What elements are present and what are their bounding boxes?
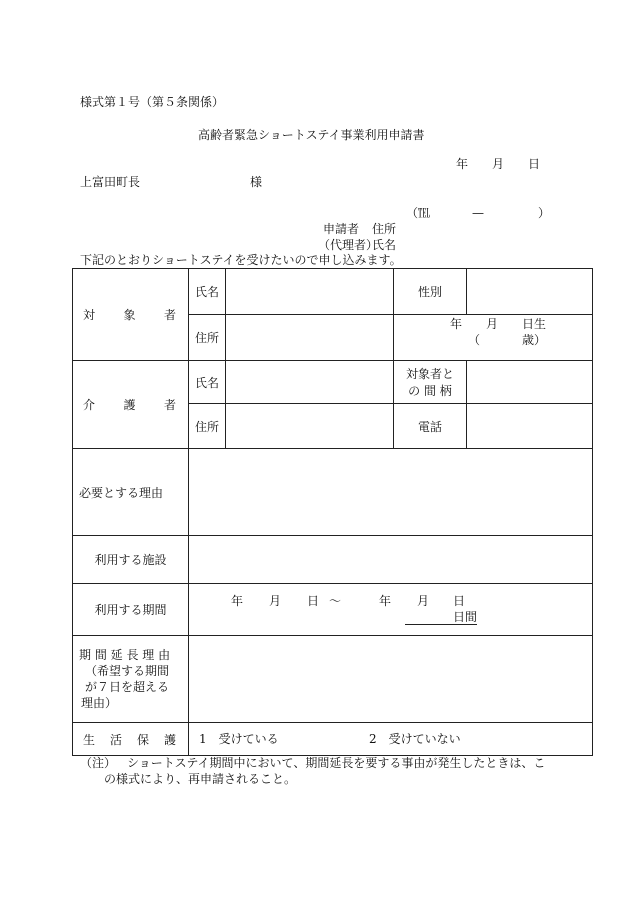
phone-field[interactable]	[467, 404, 593, 449]
subject-address-field[interactable]	[226, 315, 394, 361]
birth-year-label: 年	[450, 317, 463, 331]
reason-row	[73, 449, 593, 536]
caregiver-name-field[interactable]	[226, 361, 394, 404]
age-close: 歳）	[522, 333, 547, 347]
age-open: （	[468, 333, 481, 347]
period-field[interactable]	[189, 584, 593, 636]
extension-field[interactable]	[189, 636, 593, 723]
note-line-1: ショートステイ期間中において、期間延長を要する事由が発生したときは、こ	[127, 756, 546, 770]
gender-label: 性別	[394, 269, 467, 315]
gender-field[interactable]	[467, 269, 593, 315]
welfare-row	[73, 723, 593, 756]
caregiver-section-label: 介 護 者	[73, 361, 189, 449]
period-end-month: 月	[417, 594, 430, 608]
form-number: 様式第１号（第５条関係）	[80, 95, 225, 109]
period-start-year: 年	[231, 594, 244, 608]
applicant-name-label: 氏名	[372, 238, 397, 252]
subject-name-row	[73, 269, 593, 315]
proxy-label: （代理者）	[318, 238, 379, 252]
applicant-address-label: 住所	[372, 222, 397, 236]
tel-close: ）	[538, 206, 551, 220]
facility-field[interactable]	[189, 536, 593, 584]
welfare-label: 生 活 保 護	[73, 723, 189, 756]
facility-row	[73, 536, 593, 584]
extension-row	[73, 636, 593, 723]
period-start-day: 日	[307, 594, 320, 608]
date-day-label: 日	[528, 157, 541, 171]
period-tilde: 〜	[329, 594, 342, 608]
applicant-label: 申請者	[323, 222, 360, 236]
period-start-month: 月	[269, 594, 282, 608]
addressee-honorific: 様	[250, 175, 263, 189]
welfare-option-not-receiving[interactable]: 2 受けていない	[369, 732, 461, 746]
reason-field[interactable]	[189, 449, 593, 536]
birthdate-age-field[interactable]	[394, 315, 593, 361]
page-title: 高齢者緊急ショートステイ事業利用申請書	[198, 128, 425, 142]
subject-section-label: 対 象 者	[73, 269, 189, 361]
tel-dash: —	[472, 206, 484, 220]
date-year-label: 年	[456, 157, 469, 171]
application-table	[72, 268, 593, 756]
subject-name-field[interactable]	[226, 269, 394, 315]
relation-label: 対象者と の 間 柄	[394, 361, 467, 404]
relation-field[interactable]	[467, 361, 593, 404]
subject-name-label: 氏名	[189, 269, 226, 315]
period-row	[73, 584, 593, 636]
caregiver-address-label: 住所	[189, 404, 226, 449]
period-end-day: 日	[453, 594, 466, 608]
note-label: （注）	[80, 756, 117, 770]
welfare-options	[189, 723, 593, 756]
caregiver-name-row	[73, 361, 593, 404]
phone-label: 電話	[394, 404, 467, 449]
facility-label: 利用する施設	[73, 536, 189, 584]
welfare-option-receiving[interactable]: 1 受けている	[199, 732, 279, 746]
subject-address-label: 住所	[189, 315, 226, 361]
caregiver-name-label: 氏名	[189, 361, 226, 404]
addressee: 上富田町長	[80, 175, 141, 189]
extension-label: 期 間 延 長 理 由 （希望する期間 が７日を超える 理由）	[73, 636, 189, 723]
period-end-year: 年	[379, 594, 392, 608]
period-label: 利用する期間	[73, 584, 189, 636]
birth-day-label: 日生	[522, 317, 547, 331]
date-month-label: 月	[492, 157, 505, 171]
note-line-2: の様式により、再申請されること。	[104, 772, 297, 786]
birth-month-label: 月	[486, 317, 499, 331]
tel-open: （℡	[406, 206, 431, 220]
reason-label: 必要とする理由	[73, 449, 189, 536]
caregiver-address-field[interactable]	[226, 404, 394, 449]
period-days: 日間	[405, 610, 477, 625]
intro-text: 下記のとおりショートステイを受けたいので申し込みます。	[80, 253, 402, 267]
